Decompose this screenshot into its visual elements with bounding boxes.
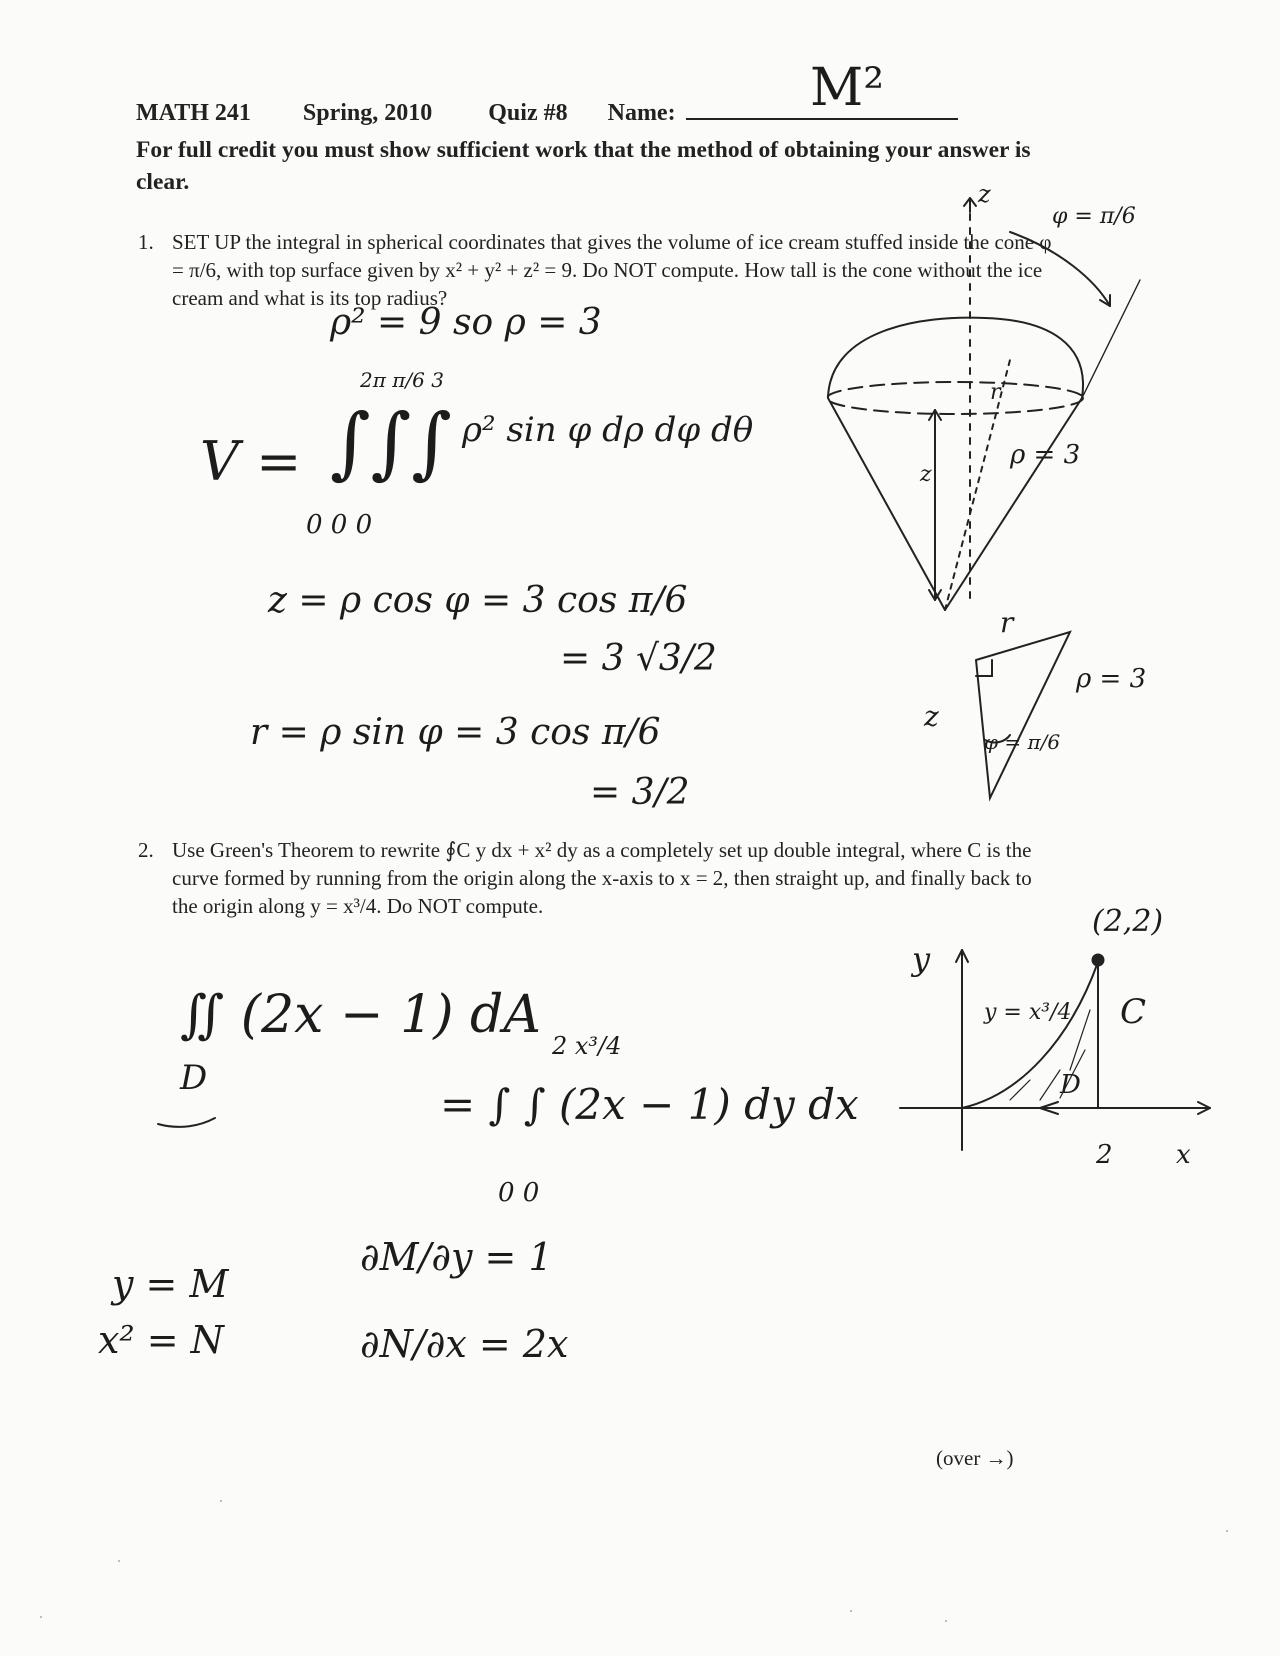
p1-lower-limits: 0 0 0: [306, 510, 373, 540]
name-label: Name:: [607, 100, 676, 126]
fig2-triangle: [976, 632, 1070, 798]
p1-r-line2: = 3/2: [590, 772, 690, 813]
fig3-x-axis-label: x: [1176, 1140, 1191, 1170]
p2-iterated-integral: = ∫ ∫ (2x − 1) dy dx: [440, 1080, 859, 1129]
p2-D-underline: [158, 1118, 215, 1127]
p1-integrand: ρ² sin φ dρ dφ dθ: [462, 410, 754, 450]
problem-1: [138, 228, 1052, 312]
problem-2-number: 2.: [138, 838, 154, 862]
p2-lower-limits: 0 0: [498, 1178, 540, 1208]
instructions: For full credit you must show sufficient work that the method of obtaining your answer is clear.: [136, 137, 1031, 195]
course-label: MATH 241: [136, 100, 251, 126]
problem-2-text: Use Green's Theorem to rewrite ∮C y dx + x² dy as a completely set up double integral, where C is the curve formed by running from the origin along the x-axis to x = 2, then straight up, and finally back to the origin along y = x³/4. Do NOT compute.: [172, 838, 1032, 918]
fig1-cone-left: [828, 398, 945, 610]
p2-dNdx: ∂N/∂x = 2x: [360, 1322, 569, 1366]
problem-2: [138, 836, 1052, 920]
fig1-z-axis-label: z: [978, 180, 991, 208]
p1-rho-work: ρ² = 9 so ρ = 3: [330, 302, 602, 343]
fig3-two-label: 2: [1096, 1140, 1113, 1170]
p1-V: V =: [200, 430, 302, 493]
fig3-curve-label: y = x³/4: [984, 1000, 1072, 1025]
p2-dMdy: ∂M/∂y = 1: [360, 1235, 553, 1279]
term-label: Spring, 2010: [302, 100, 433, 126]
fig3-point: [1092, 954, 1104, 966]
p2-region-D: D: [180, 1058, 208, 1098]
fig1-cone-right: [945, 398, 1082, 610]
problem-1-number: 1.: [138, 230, 154, 254]
fig3-point-label: (2,2): [1092, 904, 1164, 939]
problem-1-text: SET UP the integral in spherical coordinates that gives the volume of ice cream stuffed inside the cone φ = π/6, with top surface given by x² + y² + z² = 9. Do NOT compute. How tall is the cone without the ice cream and what is its top radius?: [172, 230, 1052, 310]
p2-double-integral: ∬ (2x − 1) dA: [180, 985, 541, 1045]
fig3-region-drawing: [900, 950, 1210, 1150]
p1-z-line1: z = ρ cos φ = 3 cos π/6: [268, 580, 688, 621]
student-name: M²: [810, 58, 885, 118]
p2-M: y = M: [112, 1262, 229, 1306]
p1-z-line2: = 3 √3/2: [560, 638, 717, 679]
p1-upper-limits: 2π π/6 3: [360, 368, 444, 392]
fig2-triangle-drawing: [976, 632, 1070, 798]
p1-r-line1: r = ρ sin φ = 3 cos π/6: [250, 712, 661, 753]
fig3-D-label: D: [1060, 1070, 1081, 1100]
fig2-r-label: r: [1000, 606, 1014, 639]
fig2-z-label: z: [924, 700, 939, 733]
fig1-phi-label: φ = π/6: [1052, 204, 1136, 229]
fig1-ice-cream-top: [828, 318, 1083, 398]
p2-upper-limits: 2 x³/4: [552, 1032, 622, 1060]
quiz-label: Quiz #8: [488, 100, 568, 126]
fig2-phi-label: φ = π/6: [984, 730, 1061, 754]
fig1-rho-label: ρ = 3: [1010, 440, 1081, 470]
fig2-rho-label: ρ = 3: [1076, 664, 1147, 694]
fig3-C-label: C: [1120, 992, 1147, 1032]
fig1-r-label: r: [990, 380, 1001, 405]
fig3-y-axis-label: y: [912, 940, 931, 978]
p1-triple-integral: ∫∫∫: [330, 398, 452, 488]
over-note: (over →): [936, 1446, 1014, 1470]
fig1-z-label: z: [920, 462, 932, 487]
p2-N: x² = N: [98, 1318, 224, 1362]
